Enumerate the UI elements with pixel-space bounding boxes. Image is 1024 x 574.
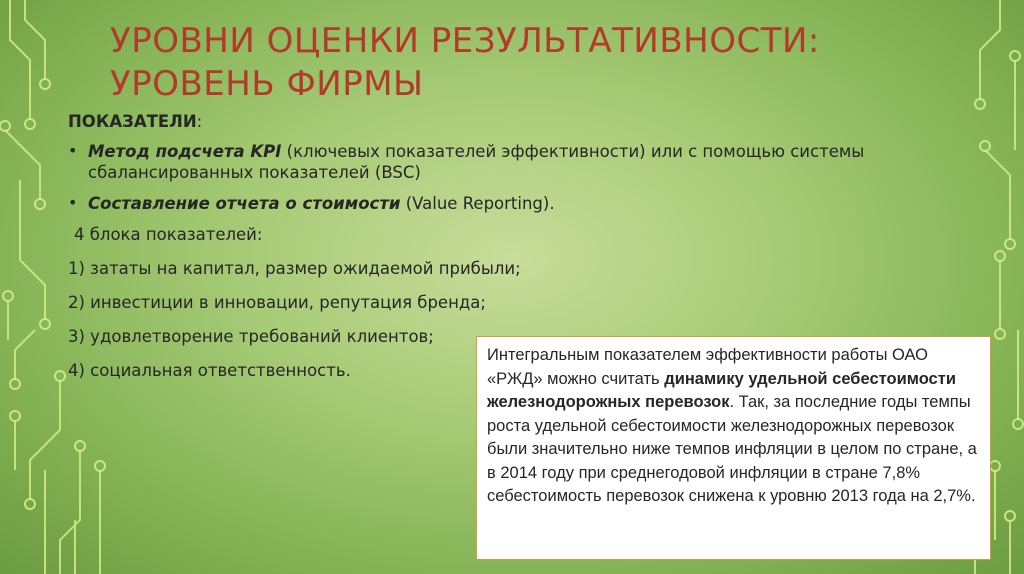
indicators-heading-label: ПОКАЗАТЕЛИ (68, 112, 197, 131)
info-text-2: . Так, за последние годы темпы роста удельной себестоимости железнодорожных перевозок были значительно ниже темпов инфляции в целом по стране, а в 2014 году при среднегодовой инфляции в стране 7,8% себестоимость перевозок снижена к уровню 2013 года на 2,7%. (487, 393, 977, 505)
indicators-heading-colon: : (196, 112, 203, 131)
bullet-icon: • (68, 193, 78, 212)
bullet-item (68, 193, 968, 214)
bullet-bold: Метод подсчета KPI (88, 142, 282, 161)
list-item: 3) удовлетворение требований клиентов; (68, 327, 434, 346)
blocks-intro: 4 блока показателей: (74, 225, 263, 244)
list-item: 4) социальная ответственность. (68, 361, 351, 380)
info-bold: динамику удельной себестоимости железнодорожных перевозок (487, 369, 956, 411)
info-box (476, 336, 991, 560)
indicators-heading (68, 112, 968, 131)
bullet-bold: Составление отчета о стоимости (88, 194, 401, 213)
bullet-item (68, 141, 968, 183)
info-text-1: Интегральным показателем эффективности работы ОАО «РЖД» можно считать (487, 346, 928, 388)
bullet-text: (ключевых показателей эффективности) или с помощью системы сбалансированных показателей (BSC) (88, 142, 865, 182)
bullet-text: (Value Reporting). (400, 194, 555, 213)
list-item: 1) зататы на капитал, размер ожидаемой прибыли; (68, 259, 521, 278)
list-item: 2) инвестиции в инновации, репутация бренда; (68, 293, 486, 312)
bullet-icon: • (68, 141, 78, 160)
slide-title: УРОВНИ ОЦЕНКИ РЕЗУЛЬТАТИВНОСТИ: УРОВЕНЬ ФИРМЫ (110, 21, 820, 104)
